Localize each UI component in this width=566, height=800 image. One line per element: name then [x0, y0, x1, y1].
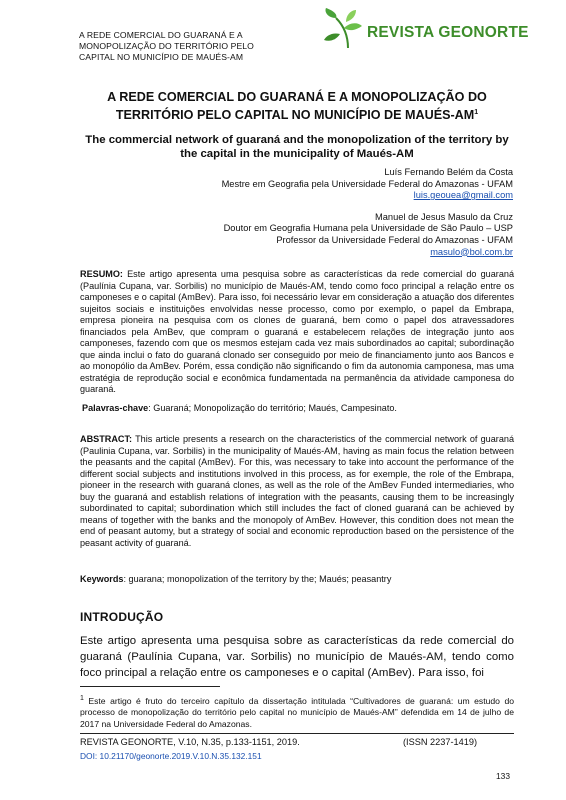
running-title-line: CAPITAL NO MUNICÍPIO DE MAUÉS-AM: [79, 52, 244, 62]
palavras-chave-label: Palavras-chave: [82, 403, 149, 413]
resumo-paragraph: [80, 269, 514, 396]
journal-logo-text: REVISTA GEONORTE: [367, 24, 529, 41]
author-block: [93, 167, 513, 268]
footer-journal: REVISTA GEONORTE, V.10, N.35, p.133-1151, 2019.: [80, 737, 300, 747]
article-title: A REDE COMERCIAL DO GUARANÁ E A MONOPOLIZAÇÃO DO TERRITÓRIO PELO CAPITAL NO MUNICÍPIO DE MAUÉS-$AM^1$: [107, 90, 487, 123]
author-email[interactable]: masulo@bol.com.br: [430, 246, 513, 257]
running-title: [79, 30, 282, 63]
author-name: Manuel de Jesus Masulo da Cruz: [375, 211, 513, 222]
footer-issn: (ISSN 2237-1419): [403, 737, 478, 747]
footnote-mark: 1: [80, 695, 84, 702]
palavras-chave-text: : Guaraná; Monopolização do território; Maués, Campesinato.: [148, 403, 397, 413]
section-heading: INTRODUÇÃO: [80, 610, 164, 624]
author-affiliation: Doutor em Geografia Humana pela Universidade de São Paulo – USP: [223, 223, 513, 234]
author-2: [93, 212, 513, 258]
footnote-divider: [80, 686, 220, 687]
running-title-line: MONOPOLIZAÇÃO DO TERRITÓRIO PELO: [79, 41, 254, 51]
author-affiliation: Professor da Universidade Federal do Amazonas - UFAM: [276, 234, 513, 245]
abstract-paragraph: [80, 434, 514, 549]
author-name: Luís Fernando Belém da Costa: [384, 167, 513, 177]
keywords-text: : guarana; monopolization of the territory by the; Maués; peasantry: [123, 574, 392, 584]
intro-paragraph: Este artigo apresenta uma pesquisa sobre as características da rede comercial do guaraná (Paulínia Cupana, var. Sorbilis) no município de Maués-AM, tendo como foco principal a relação entre os camponeses e o capital (AmBev). Para isso, foi: [80, 635, 514, 679]
author-1: [93, 167, 513, 202]
keywords: [80, 574, 391, 584]
footer-doi-link[interactable]: DOI: 10.21170/geonorte.2019.V.10.N.35.132.151: [80, 751, 262, 761]
author-email[interactable]: luis.geouea@gmail.com: [413, 190, 513, 201]
abstract-text: This article presents a research on the characteristics of the commercial network of guaraná (Paulinia Cupana, var. Sorbilis) in the municipality of Maués-AM, having as main focus the relation between the peasants and the capital (AmBev). For this, was necessary to take into account the performance of the different social subjects and institutions involved in this process, as for exemple, the role of the Embrapa, pioneer in the research with guaraná clones, as well as the role of the AmBev Funded intermediaries, who buy the guaraná and establish relations of integration with the peasants, causing them to be increasingly subordinated to capital; subordination which still includes the fact of cloned guaraná can be achieved by means of together with the banks and the monopoly of AmBev. However, this condition does not mean the end of peasant automy, but a strategy of social and economic reproduction based on the persistence of the peasant activity of guaraná.: [80, 434, 514, 548]
running-title-line: A REDE COMERCIAL DO GUARANÁ E A: [79, 30, 243, 40]
resumo-label: RESUMO:: [80, 269, 123, 279]
article-subtitle: The commercial network of guaraná and the monopolization of the territory by the capital in the municipality of Maués-AM: [85, 134, 509, 160]
resumo-text: Este artigo apresenta uma pesquisa sobre as características da rede comercial do guaraná (Paulínia Cupana, var. Sorbilis) no município de Maués-AM, tendo como foco principal a relação entre os camponeses e o capital (AmBev). Para isso, foi necessário levar em consideração a atuação dos diferentes sujeitos sociais e instituições envolvidas nesse processo, como por exemplo, o papel da Embrapa, empresa pioneira na pesquisa com os clones de guaraná, bem como o papel dos atravessadores financiados pela AmBev, que compram o guaraná e estabelecem relações de integração junto aos camponeses, fazendo com que os mesmos estejam cada vez mais subordinados ao capital; subordinação que ainda inclui o fato do guaraná clonado ser conseguido por meio de financiamento junto aos Bancos e ao monopólio da AmBev. Porém, essa condição não significando o fim da autonomia camponesa, mas uma estratégia de reprodução social e econômica fundamentada na permanência da atividade camponesa do guaraná.: [80, 269, 514, 394]
leaf-icon: [324, 8, 362, 48]
abstract-label: ABSTRACT:: [80, 434, 133, 444]
footnote-ref: 1: [474, 109, 479, 116]
page-number: 133: [496, 771, 510, 781]
footnote: [80, 693, 514, 730]
keywords-label: Keywords: [80, 574, 124, 584]
footer-divider: [80, 733, 514, 734]
palavras-chave: [82, 403, 397, 413]
author-affiliation: Mestre em Geografia pela Universidade Federal do Amazonas - UFAM: [221, 178, 513, 189]
footnote-text: Este artigo é fruto do terceiro capítulo da dissertação intitulada “Cultivadores de guaraná: um estudo do processo de monopolização do território pelo capital no município de Maués-AM” defendida em 14 de julho de 2017 na Universidade Federal do Amazonas.: [80, 695, 514, 729]
